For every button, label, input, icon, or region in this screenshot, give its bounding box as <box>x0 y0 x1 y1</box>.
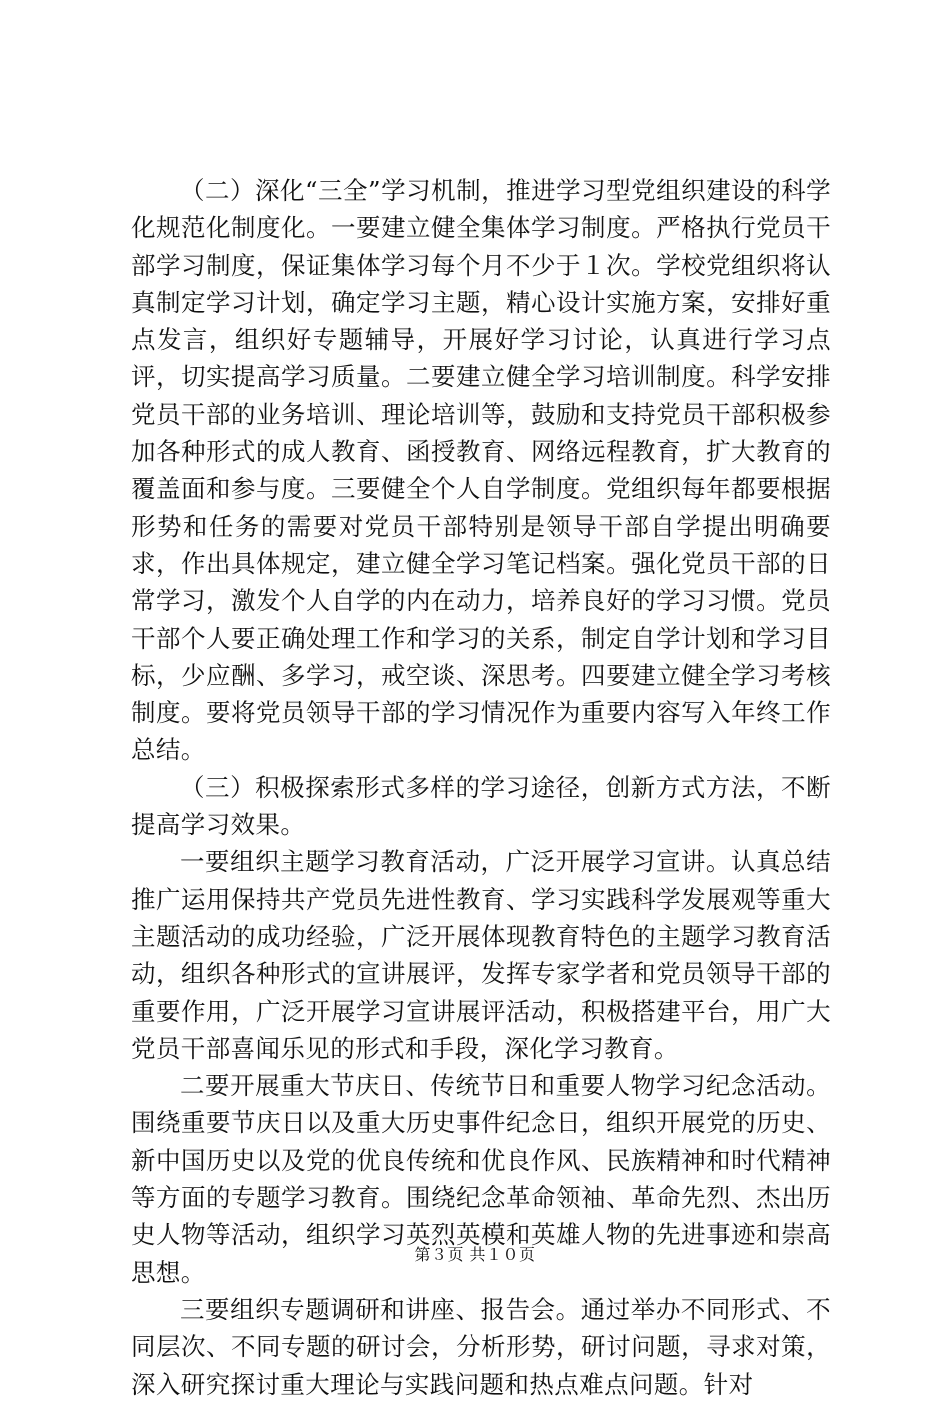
paragraph-commemoration-activities: 二要开展重大节庆日、传统节日和重要人物学习纪念活动。围绕重要节庆日以及重大历史事件纪念日，组织开展党的历史、新中国历史以及党的优良传统和优良作风、民族精神和时代精神等方面的专题学习教育。围绕纪念革命领袖、革命先烈、杰出历史人物等活动，组织学习英烈英模和英雄人物的先进事迹和崇高思想。 <box>131 1071 831 1287</box>
page-number-footer: 第３页 共１０页 <box>414 1245 536 1264</box>
document-body <box>131 172 831 1403</box>
paragraph-section-two: （二）深化“三全”学习机制，推进学习型党组织建设的科学化规范化制度化。一要建立健全集体学习制度。严格执行党员干部学习制度，保证集体学习每个月不少于１次。学校党组织将认真制定学习计划，确定学习主题，精心设计实施方案，安排好重点发言，组织好专题辅导，开展好学习讨论，认真进行学习点评，切实提高学习质量。二要建立健全学习培训制度。科学安排党员干部的业务培训、理论培训等，鼓励和支持党员干部积极参加各种形式的成人教育、函授教育、网络远程教育，扩大教育的覆盖面和参与度。三要健全个人自学制度。党组织每年都要根据形势和任务的需要对党员干部特别是领导干部自学提出明确要求，作出具体规定，建立健全学习笔记档案。强化党员干部的日常学习，激发个人自学的内在动力，培养良好的学习习惯。党员干部个人要正确处理工作和学习的关系，制定自学计划和学习目标，少应酬、多学习，戒空谈、深思考。四要建立健全学习考核制度。要将党员领导干部的学习情况作为重要内容写入年终工作总结。 <box>131 176 831 765</box>
paragraph-section-three-heading: （三）积极探索形式多样的学习途径，创新方式方法，不断提高学习效果。 <box>131 772 831 840</box>
paragraph-theme-education: 一要组织主题学习教育活动，广泛开展学习宣讲。认真总结推广运用保持共产党员先进性教育、学习实践科学发展观等重大主题活动的成功经验，广泛开展体现教育特色的主题学习教育活动，组织各种形式的宣讲展评，发挥专家学者和党员领导干部的重要作用，广泛开展学习宣讲展评活动，积极搭建平台，用广大党员干部喜闻乐见的形式和手段，深化学习教育。 <box>131 847 831 1063</box>
paragraph-research-lectures: 三要组织专题调研和讲座、报告会。通过举办不同形式、不同层次、不同专题的研讨会，分析形势，研讨问题，寻求对策，深入研究探讨重大理论与实践问题和热点难点问题。针对 <box>131 1294 831 1399</box>
